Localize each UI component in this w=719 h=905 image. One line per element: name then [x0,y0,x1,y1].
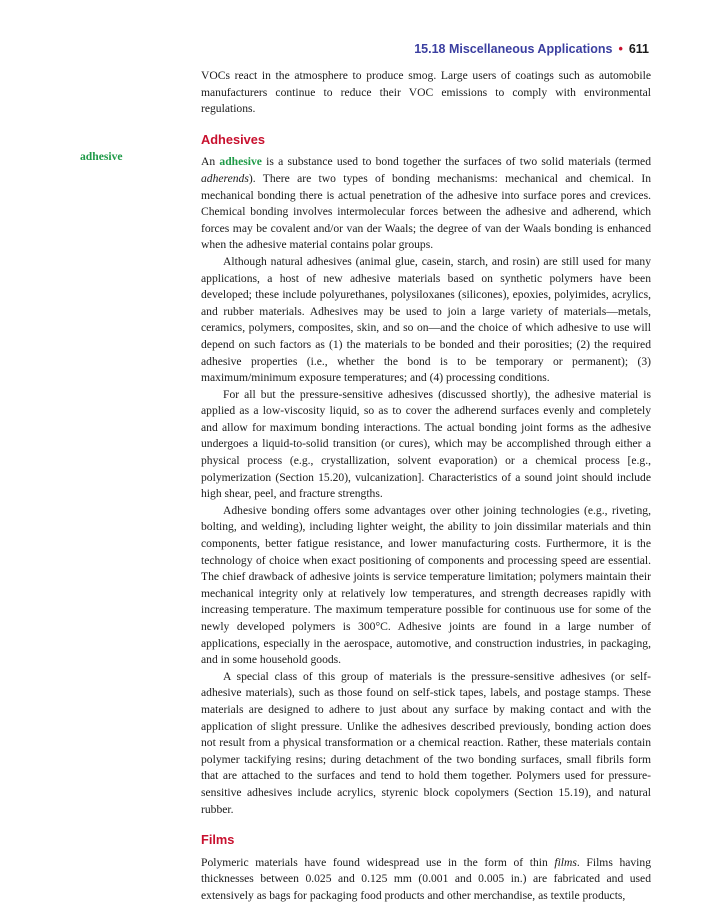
text-run: is a substance used to bond together the surfaces of two solid materials (termed [261,155,651,169]
adhesives-paragraph-2: Although natural adhesives (animal glue, casein, starch, and rosin) are still used for many applications, a host of new adhesive materials based on synthetic polymers have been developed; these include polyurethanes, polysiloxanes (silicones), epoxies, polyimides, acrylics, and rubber materials. Adhesives may be used to join a large variety of materials—metals, ceramics, polymers, composites, skin, and so on—and the choice of which adhesive to use will depend on such factors as (1) the materials to be bonded and their porosities; (2) the required adhesive properties (i.e., whether the bond is to be temporary or permanent); (3) maximum/minimum exposure temperatures; and (4) processing conditions. [201,254,651,385]
page-number: 611 [628,42,649,56]
adhesives-paragraph-1 [201,154,651,254]
films-paragraph-1 [201,855,651,905]
bullet-separator: • [618,42,623,56]
text-run: ). There are two types of bonding mechanisms: mechanical and chemical. In mechanical bonding there is actual penetration of the adhesive into surface pores and crevices. Chemical bonding involves intermolecular forces between the adhesive and adherend, which forces may be covalent and/or van der Waals; the degree of van der Waals bonding is enhanced when the adhesive material contains polar groups. [201,171,651,252]
adhesives-paragraph-3: For all but the pressure-sensitive adhesives (discussed shortly), the adhesive material is applied as a low-viscosity liquid, so as to cover the adherend surfaces evenly and completely and allow for maximum bonding interactions. The actual bonding joint forms as the adhesive undergoes a liquid-to-solid transition (or cures), which may be accomplished through either a physical process (e.g., crystallization, solvent evaporation) or a chemical process [e.g., polymerization (Section 15.20), vulcanization]. Characteristics of a sound joint should include high shear, peel, and fracture strengths. [201,387,651,501]
films-heading: Films [201,832,235,848]
margin-glossary-term: adhesive [80,150,123,163]
intro-paragraph: VOCs react in the atmosphere to produce smog. Large users of coatings such as automobile manufacturers continue to reduce their VOC emissions to comply with environmental regulations. [201,69,651,116]
glossary-term-adhesive: adhesive [219,155,262,169]
body-text [201,68,651,905]
italic-term-adherends: adherends [201,171,249,185]
text-run: . Films having thicknesses between 0.025 and 0.125 mm (0.001 and 0.005 in.) are fabricated and used extensively as bags for packaging food products and other merchandise, as textile products, [201,855,651,902]
italic-term-films: films [554,855,577,869]
text-run: An [201,155,220,169]
running-head [414,42,649,56]
adhesives-heading: Adhesives [201,131,266,147]
text-run: Polymeric materials have found widespread use in the form of thin [201,855,555,869]
section-title: 15.18 Miscellaneous Applications [414,42,613,56]
adhesives-paragraph-5: A special class of this group of materials is the pressure-sensitive adhesives (or self-adhesive materials), such as those found on self-stick tapes, labels, and postage stamps. These materials are designed to adhere to just about any surface by making contact and with the application of slight pressure. Unlike the adhesives described previously, bonding action does not result from a physical transformation or a chemical reaction. Rather, these materials contain polymer tackifying resins; during detachment of the two bonding surfaces, small fibrils form that are attached to the surfaces and tend to hold them together. Polymers used for pressure-sensitive adhesives include acrylics, styrenic block copolymers (Section 15.19), and natural rubber. [201,669,651,816]
adhesives-paragraph-4: Adhesive bonding offers some advantages over other joining technologies (e.g., riveting, bolting, and welding), including lighter weight, the ability to join dissimilar materials and thin components, better fatigue resistance, and lower manufacturing costs. Furthermore, it is the technology of choice when exact positioning of components and processing speed are essential. The chief drawback of adhesive joints is service temperature limitation; polymers maintain their mechanical integrity only at relatively low temperatures, and strength decreases rapidly with increasing temperature. The maximum temperature possible for continuous use for some of the newly developed polymers is 300°C. Adhesive joints are found in a large number of applications, especially in the aerospace, automotive, and construction industries, in packaging, and in some household goods. [201,503,651,667]
